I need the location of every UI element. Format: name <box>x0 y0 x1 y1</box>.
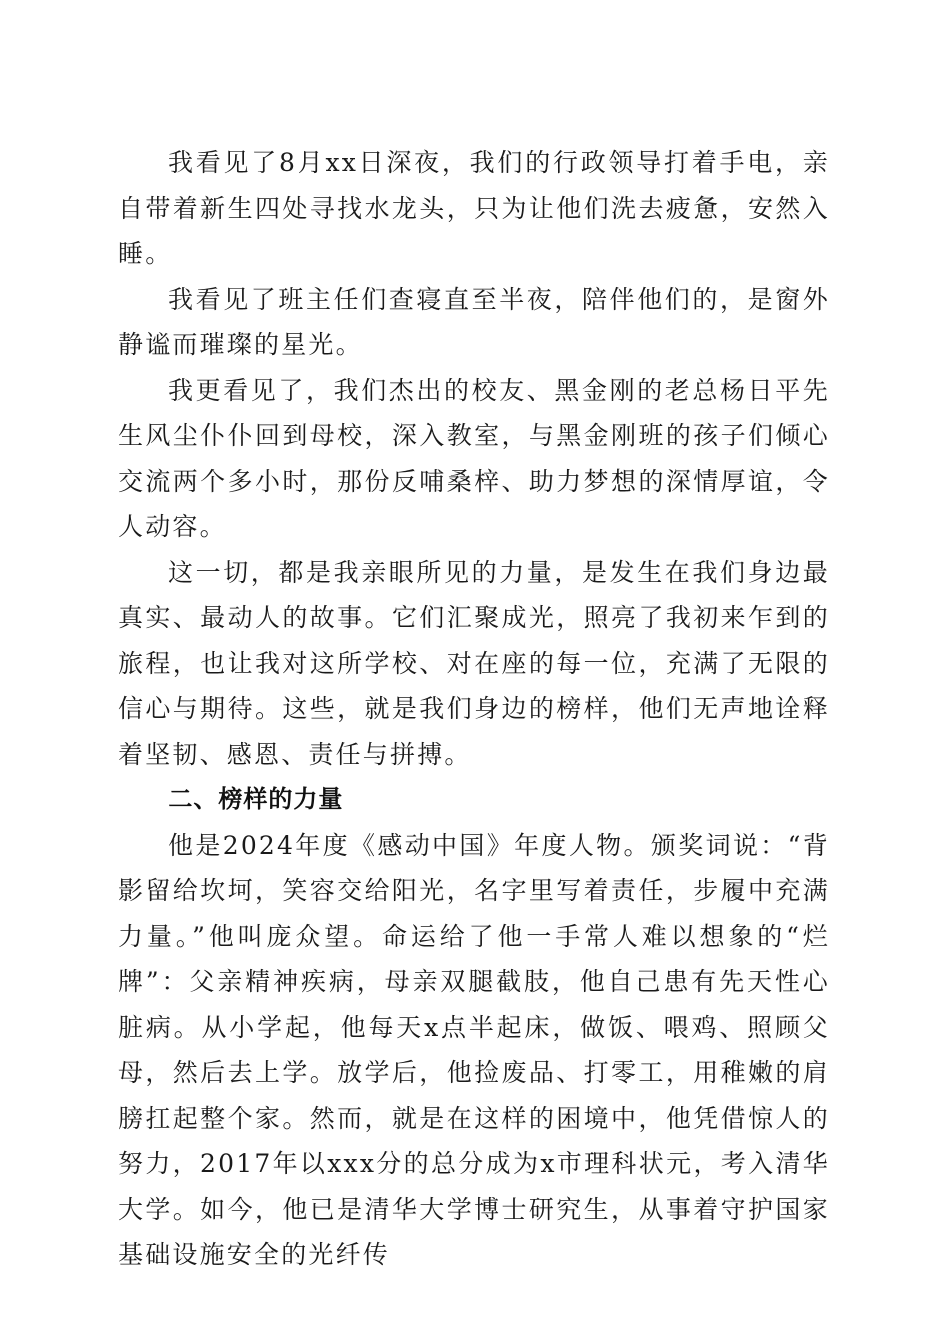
document-body <box>118 140 830 1278</box>
paragraph-head-teachers: 我看见了班主任们查寝直至半夜，陪伴他们的，是窗外静谧而璀璨的星光。 <box>118 284 830 359</box>
section-heading-role-models: 二、榜样的力量 <box>168 785 344 813</box>
paragraph-pang-zhongwang: 他是2024年度《感动中国》年度人物。颁奖词说：“背影留给坎坷，笑容交给阳光，名字里写着责任，步履中充满力量。”他叫庞众望。命运给了他一手常人难以想象的“烂牌”：父亲精神疾病，母亲双腿截肢，他自己患有先天性心脏病。从小学起，他每天x点半起床，做饭、喂鸡、照顾父母，然后去上学。放学后，他捡废品、打零工，用稚嫩的肩膀扛起整个家。然而，就是在这样的困境中，他凭借惊人的努力，2017年以xxx分的总分成为x市理科状元，考入清华大学。如今，他已是清华大学博士研究生，从事着守护国家基础设施安全的光纤传 <box>118 830 830 1269</box>
paragraph-alumnus: 我更看见了，我们杰出的校友、黑金刚的老总杨日平先生风尘仆仆回到母校，深入教室，与黑金刚班的孩子们倾心交流两个多小时，那份反哺桑梓、助力梦想的深情厚谊，令人动容。 <box>118 375 830 541</box>
paragraph-summary: 这一切，都是我亲眼所见的力量，是发生在我们身边最真实、最动人的故事。它们汇聚成光，照亮了我初来乍到的旅程，也让我对这所学校、对在座的每一位，充满了无限的信心与期待。这些，就是我们身边的榜样，他们无声地诠释着坚韧、感恩、责任与拼搏。 <box>118 557 830 769</box>
paragraph-night-search: 我看见了8月xx日深夜，我们的行政领导打着手电，亲自带着新生四处寻找水龙头，只为让他们洗去疲惫，安然入睡。 <box>118 148 830 268</box>
